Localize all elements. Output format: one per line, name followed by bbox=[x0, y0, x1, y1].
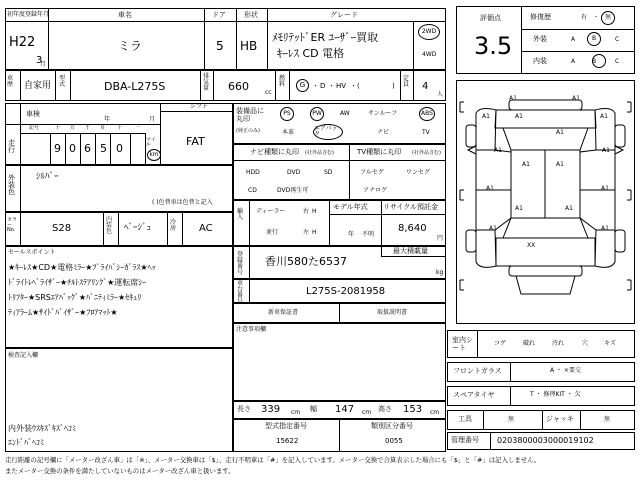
color-no-label: カラーNo. bbox=[7, 217, 18, 233]
import-label: 輸入 bbox=[237, 208, 244, 221]
ac-value: AC bbox=[199, 223, 213, 234]
management-value: 0203800003000019102 bbox=[497, 436, 594, 445]
designation-type-value: 15622 bbox=[276, 437, 299, 445]
width-label: 幅 bbox=[310, 405, 317, 413]
inspector-line-1: 内外装ｳｽｷｽﾞｷｽﾞﾍｺﾐ bbox=[8, 424, 76, 433]
repair-no-circle: 無 bbox=[601, 11, 615, 25]
navi-dvd-playback: DVD再生可 bbox=[277, 187, 309, 194]
fuel-sep3: ・( bbox=[350, 82, 360, 90]
tv-label: TV種類に丸印 bbox=[357, 148, 402, 156]
warranty-manual: 取扱説明書 bbox=[377, 309, 408, 316]
overall-score-label: 評価点 bbox=[480, 14, 501, 22]
mileage-digit-label-4: 百 bbox=[100, 125, 106, 131]
designation-type-label: 型式指定番号 bbox=[265, 422, 307, 430]
damage-mark: A1 bbox=[522, 161, 530, 168]
interior-sheet-item: キズ bbox=[604, 340, 616, 347]
type-label: 型式 bbox=[59, 75, 66, 88]
damage-mark: A1 bbox=[556, 161, 564, 168]
mileage-digit-label-2: 万 bbox=[70, 125, 76, 131]
recycle-value: 8,640 bbox=[398, 223, 427, 234]
height-unit: cm bbox=[430, 409, 440, 416]
max-load-unit: kg bbox=[436, 269, 444, 276]
interior-grade-c-circle bbox=[592, 54, 606, 68]
import-left: 左 bbox=[303, 229, 310, 236]
navi-dvd: DVD bbox=[287, 169, 301, 176]
exterior-grade-b-circle: B bbox=[587, 32, 601, 46]
spare-tire-label: スペアタイヤ bbox=[453, 391, 495, 399]
equip-sunroof: サンルーフ bbox=[368, 110, 398, 117]
mileage-digit-3: 6 bbox=[84, 142, 91, 155]
tools-label: 工具 bbox=[458, 415, 472, 423]
equip-aw: AW bbox=[340, 110, 350, 117]
width-unit: cm bbox=[362, 409, 372, 416]
jack-value: 無 bbox=[604, 416, 611, 423]
equip-airbag-circle: エアバック bbox=[313, 124, 343, 140]
fuel-close: ) bbox=[392, 82, 395, 90]
inspector-line-2: ｴﾝﾄﾞﾊﾞﾍｺﾐ bbox=[8, 438, 44, 447]
import-parallel: 並行 bbox=[266, 229, 279, 236]
jack-label: ジャッキ bbox=[546, 415, 574, 423]
grade-label: グレード bbox=[330, 11, 358, 19]
sales-points-label: セールスポイント bbox=[8, 249, 56, 256]
damage-mark: A1 bbox=[509, 95, 517, 102]
tv-analog: アナログ bbox=[363, 187, 388, 194]
first-reg-month-unit: 月 bbox=[40, 61, 47, 68]
reg-number-value: 香川580た6537 bbox=[265, 255, 347, 268]
footer-line2: またメーター交換の条件を満たしていないものはメーター改ざん車と扱います。 bbox=[5, 467, 235, 475]
navi-cd: CD bbox=[248, 187, 257, 194]
notes-block bbox=[233, 323, 446, 401]
exterior-grade-c: C bbox=[615, 36, 620, 43]
damage-mark: A1 bbox=[494, 147, 502, 154]
model-year-label: モデル年式 bbox=[333, 203, 368, 211]
damage-mark: A1 bbox=[572, 95, 580, 102]
damage-mark: A1 bbox=[565, 205, 573, 212]
interior-grade-c: C bbox=[615, 58, 620, 65]
height-value: 153 bbox=[403, 404, 423, 415]
category-label: 車歴 bbox=[7, 75, 14, 88]
fuel-label: 燃料 bbox=[279, 75, 286, 88]
equip-tv: TV bbox=[422, 129, 430, 136]
designation-class-value: 0055 bbox=[385, 437, 403, 445]
first-reg-label: 初年度登録年月 bbox=[7, 11, 50, 18]
chassis-value: L275S-2081958 bbox=[306, 286, 386, 297]
width-value: 147 bbox=[335, 404, 355, 415]
interior-sheet-item: コゲ bbox=[494, 340, 507, 347]
notes-label: 注意事項欄 bbox=[236, 326, 267, 333]
equipment-label: 装備品に丸印 bbox=[236, 107, 264, 123]
inspector-block bbox=[5, 348, 233, 452]
import-left-h: H bbox=[312, 229, 317, 236]
shift-label: シフト bbox=[190, 103, 209, 110]
exterior-value: ｼﾙﾊﾞｰ bbox=[36, 172, 59, 182]
navi-hdd: HDD bbox=[246, 169, 260, 176]
car-name-label: 車名 bbox=[118, 11, 132, 19]
windshield-label: フロントガラス bbox=[453, 367, 502, 375]
grade-line1: ﾒﾓﾘﾃｯﾄﾞER ﾕｰｻﾞｰ買取 bbox=[272, 31, 379, 44]
color-no: S28 bbox=[52, 223, 72, 234]
doors-label: ドア bbox=[212, 11, 226, 19]
model-year-unknown: 不明 bbox=[362, 231, 375, 238]
damage-mark: A1 bbox=[601, 185, 609, 192]
displacement: 660 bbox=[228, 80, 249, 93]
interior-sheet-item: 穴 bbox=[582, 340, 589, 347]
mileage-digit-label-3: 千 bbox=[85, 125, 91, 131]
equipment-sub-label: (純正のみ) bbox=[236, 128, 260, 134]
grade-line2: ｷｰﾚｽ CD 電格 bbox=[277, 47, 345, 60]
tools-value: 無 bbox=[508, 416, 515, 423]
interior-color: ﾍﾞｰｼﾞｭ bbox=[124, 223, 152, 233]
reg-row bbox=[5, 70, 446, 101]
tv-note: (社外品含む) bbox=[412, 150, 441, 156]
first-reg-era: H22 bbox=[9, 35, 36, 50]
footer-line1: 走行距離の記号欄に「メーター改ざん車」は「※」、メーター交換車は「$」、走行不明車は「#」を記入しています。メーター交換で合算表示した場合にも「$」と「#」は記入しません。 bbox=[5, 456, 541, 464]
damage-mark: A1 bbox=[482, 113, 490, 120]
repair-label: 修復歴 bbox=[530, 13, 551, 21]
import-right-h: H bbox=[312, 208, 317, 215]
inspection-month-unit: 月 bbox=[149, 116, 156, 123]
mileage-digit-4: 5 bbox=[100, 142, 107, 155]
equip-pw-circle: PW bbox=[310, 107, 324, 121]
ac-label: 冷房 bbox=[170, 219, 177, 232]
mileage-digit-label-0: 記号 bbox=[29, 125, 40, 131]
recycle-unit: 円 bbox=[437, 235, 444, 242]
mileage-digit-1: 9 bbox=[54, 142, 61, 155]
damage-mark: A1 bbox=[600, 113, 608, 120]
displacement-unit: cc bbox=[265, 89, 272, 96]
fuel-gasoline-circle: G bbox=[296, 79, 309, 92]
equip-abs-circle: ABS bbox=[419, 107, 435, 121]
category: 自家用 bbox=[24, 81, 52, 91]
mileage-digit-2: 0 bbox=[69, 142, 76, 155]
capacity: 4 bbox=[422, 81, 429, 92]
shape-label: 形状 bbox=[244, 11, 258, 19]
sales-point-line-3: ﾄﾘﾌﾀｰ★SRSｴｱﾊﾞｯｸﾞ★ﾊﾞﾆﾃｨﾐﾗｰ★ｾｷｭﾘ bbox=[8, 293, 142, 302]
damage-mark: A1 bbox=[515, 113, 523, 120]
repair-yes: 有 bbox=[581, 14, 588, 21]
capacity-unit: 人 bbox=[437, 91, 444, 98]
max-load-label: 最大積載量 bbox=[393, 247, 428, 255]
exterior-score-label: 外装 bbox=[533, 35, 547, 43]
mileage-digit-5: 0 bbox=[116, 142, 123, 155]
exterior-label: 外装色 bbox=[8, 174, 15, 196]
equip-leather: 本革 bbox=[282, 129, 295, 136]
length-value: 339 bbox=[261, 404, 281, 415]
fuel-diesel: D bbox=[320, 82, 326, 90]
interior-sheet-item: 汚れ bbox=[552, 340, 565, 347]
doors: 5 bbox=[216, 39, 224, 53]
overall-score: 3.5 bbox=[474, 32, 513, 60]
damage-mark: A1 bbox=[489, 225, 497, 232]
damage-mark: A1 bbox=[556, 129, 564, 136]
displacement-label: 排気量 bbox=[203, 73, 210, 92]
drive-2wd-circle: 2WD bbox=[418, 24, 440, 40]
equip-navi: ナビ bbox=[377, 129, 390, 136]
import-right: 右 bbox=[303, 208, 310, 215]
damage-mark: XX bbox=[527, 242, 536, 249]
equip-ps-circle: PS bbox=[280, 107, 294, 121]
damage-mark: A1 bbox=[486, 185, 494, 192]
recycle-label: リサイクル預託金 bbox=[383, 203, 439, 211]
first-reg-month: 3 bbox=[36, 55, 43, 66]
interior-grade-b: B bbox=[592, 58, 597, 65]
designation-class-label: 類別区分番号 bbox=[371, 422, 413, 430]
repair-sep: ・ bbox=[593, 14, 600, 21]
interior-grade-a: A bbox=[571, 58, 576, 65]
damage-mark: A1 bbox=[602, 147, 610, 154]
car-name: ミラ bbox=[118, 39, 143, 53]
interior-sheet-item: 破れ bbox=[523, 340, 536, 347]
inspector-label: 検査記入欄 bbox=[8, 352, 39, 359]
model-year-unit: 年 bbox=[348, 231, 355, 238]
inspection-year-unit: 年 bbox=[104, 116, 111, 123]
mileage-digit-label-1: 十 bbox=[55, 125, 61, 131]
damage-mark: A1 bbox=[601, 225, 609, 232]
fuel-sep2: ・ bbox=[328, 82, 335, 90]
sales-point-line-2: ﾄﾞﾗｲﾄﾚﾍﾞﾗｲｻﾞｰ★ﾁﾙﾄｽﾃｱﾘﾝｸﾞ★運転席ｼｰ bbox=[8, 278, 147, 287]
mileage-unit-mile: マイル bbox=[146, 137, 156, 148]
mileage-digit-label-5: 十 bbox=[117, 125, 123, 131]
spare-tire-value: T ・ 修理KIT ・ 欠 bbox=[530, 391, 581, 398]
navi-note: (社外品含む) bbox=[305, 150, 334, 156]
navi-sd: SD bbox=[324, 169, 333, 176]
chassis-label: 車台番号 bbox=[237, 280, 244, 305]
length-unit: cm bbox=[291, 409, 301, 416]
shape: HB bbox=[240, 39, 258, 53]
height-label: 高さ bbox=[378, 405, 392, 413]
warranty-new-car: 新車保証書 bbox=[268, 309, 299, 316]
fuel-hv: HV bbox=[336, 82, 347, 90]
interior-label: 内装色 bbox=[106, 216, 113, 235]
fuel-sep1: ・ bbox=[312, 82, 319, 90]
sales-point-line-4: ﾃｨｱﾗｰﾑ★ｻｲﾄﾞﾊﾞｲｻﾞｰ★ﾌﾛｱﾏｯﾄ★ bbox=[8, 308, 118, 317]
capacity-label: 定員 bbox=[403, 75, 410, 88]
exterior-note: ( )色替車は色替と記入 bbox=[152, 199, 213, 206]
mileage-digit-label-6: 一 bbox=[135, 125, 141, 131]
navi-label: ナビ種類に丸印 bbox=[250, 148, 299, 156]
management-label: 管理番号 bbox=[451, 436, 479, 444]
tv-oneseg: ワンセグ bbox=[406, 169, 431, 176]
mileage-label: 走行 bbox=[8, 139, 15, 154]
exterior-grade-a: A bbox=[571, 36, 576, 43]
length-label: 長さ bbox=[237, 405, 251, 413]
mileage-unit-km-circle: km bbox=[147, 149, 161, 161]
inspection-label: 車検 bbox=[26, 110, 40, 118]
tv-fullseg: フルセグ bbox=[360, 169, 384, 176]
interior-score-label: 内装 bbox=[533, 57, 547, 65]
reg-number-label: 登録番号 bbox=[237, 251, 244, 276]
shift-value: FAT bbox=[186, 135, 205, 148]
windshield-value: A ・ ×要交 bbox=[550, 367, 581, 374]
interior-sheet-label: 室内シート bbox=[452, 336, 473, 353]
model-code: DBA-L275S bbox=[104, 80, 166, 93]
import-dealer: ディーラー bbox=[256, 208, 286, 215]
drive-4wd: 4WD bbox=[422, 51, 437, 58]
sales-point-line-1: ★ｷｰﾚｽ★CD★電格ﾐﾗｰ★ﾌﾟﾗｲﾊﾞｼｰｶﾞﾗｽ★ﾍｯ bbox=[8, 263, 156, 272]
damage-mark: A1 bbox=[515, 205, 523, 212]
